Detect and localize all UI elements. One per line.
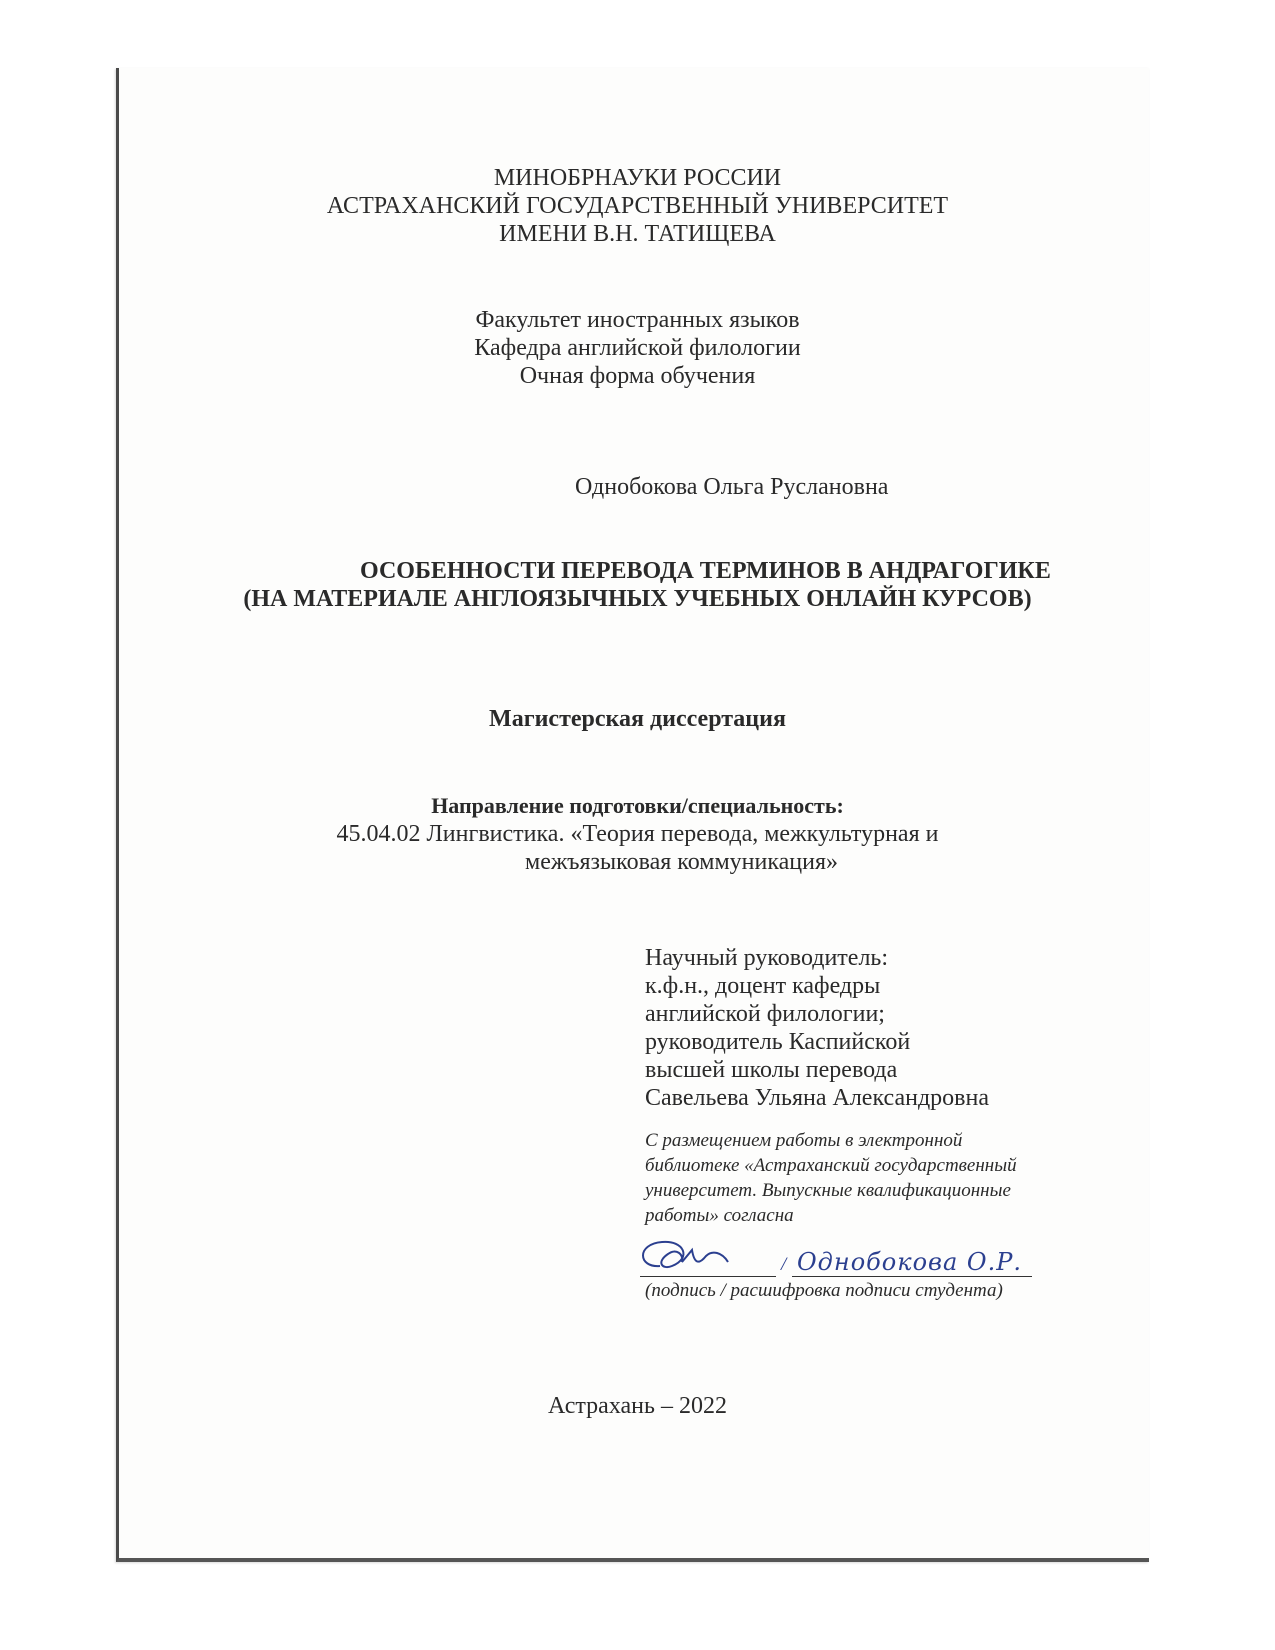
consent-line4: работы» согласна [645, 1205, 794, 1226]
consent-line2: библиотеке «Астраханский государственный [645, 1155, 1017, 1176]
author-name: Однобокова Ольга Руслановна [575, 474, 889, 500]
direction-label: Направление подготовки/специальность: [431, 793, 844, 818]
department-name: Кафедра английской филологии [474, 335, 801, 361]
supervisor-name: Савельева Ульяна Александровна [645, 1085, 989, 1111]
supervisor-school: высшей школы перевода [645, 1057, 898, 1083]
supervisor-label: Научный руководитель: [645, 945, 889, 971]
student-signature [632, 1232, 742, 1282]
university-name: ИМЕНИ В.Н. ТАТИЩЕВА [499, 221, 776, 247]
city-year: Астрахань – 2022 [548, 1393, 727, 1419]
supervisor-department: английской филологии; [645, 1001, 885, 1027]
name-underline [792, 1276, 1032, 1277]
direction-line1: 45.04.02 Лингвистика. «Теория перевода, межкультурная и [336, 821, 939, 847]
supervisor-degree: к.ф.н., доцент кафедры [645, 973, 881, 999]
consent-line3: университет. Выпускные квалификационные [645, 1180, 1011, 1201]
faculty-name: Факультет иностранных языков [475, 307, 800, 333]
consent-line1: С размещением работы в электронной [645, 1130, 963, 1151]
ministry-heading: МИНОБРНАУКИ РОССИИ [493, 165, 782, 191]
signature-separator: / [781, 1254, 787, 1275]
study-form: Очная форма обучения [519, 363, 756, 389]
signature-underline [640, 1276, 776, 1277]
signature-name: Однобокова О.Р. [797, 1248, 1023, 1276]
thesis-title-line2: (НА МАТЕРИАЛЕ АНГЛОЯЗЫЧНЫХ УЧЕБНЫХ ОНЛАЙН КУРСОВ) [243, 586, 1032, 612]
work-type: Магистерская диссертация [489, 706, 786, 732]
university-heading: АСТРАХАНСКИЙ ГОСУДАРСТВЕННЫЙ УНИВЕРСИТЕТ [326, 193, 949, 219]
thesis-title-line1: ОСОБЕННОСТИ ПЕРЕВОДА ТЕРМИНОВ В АНДРАГОГИКЕ [360, 558, 1051, 584]
supervisor-role: руководитель Каспийской [645, 1029, 911, 1055]
signature-caption: (подпись / расшифровка подписи студента) [645, 1280, 1003, 1301]
direction-line2: межъязыковая коммуникация» [525, 849, 839, 875]
